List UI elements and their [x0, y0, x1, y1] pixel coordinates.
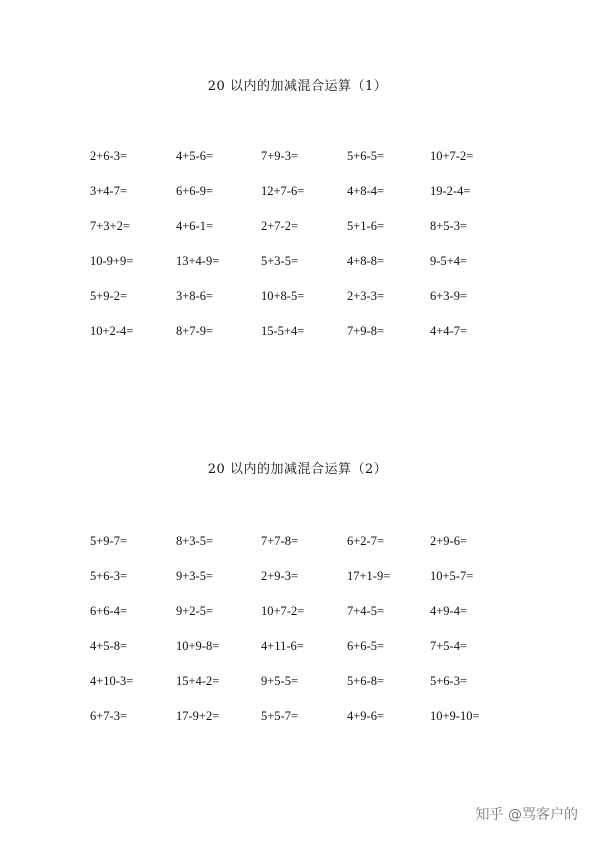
math-problem: 17-9+2=	[176, 709, 220, 723]
math-problem: 9+3-5=	[176, 569, 214, 583]
math-problem: 6+7-3=	[90, 709, 128, 723]
math-problem: 8+3-5=	[176, 534, 214, 548]
math-problem: 2+7-2=	[261, 219, 299, 233]
math-problem: 9+5-5=	[261, 674, 299, 688]
math-problem: 8+7-9=	[176, 324, 214, 338]
math-problem: 10+2-4=	[90, 324, 134, 338]
math-problem: 5+6-3=	[90, 569, 128, 583]
math-problem: 4+6-1=	[176, 219, 214, 233]
problem-row	[0, 253, 595, 269]
problem-row	[0, 568, 595, 584]
math-problem: 15-5+4=	[261, 324, 305, 338]
problem-row	[0, 603, 595, 619]
math-problem: 5+5-7=	[261, 709, 299, 723]
math-problem: 3+4-7=	[90, 184, 128, 198]
math-problem: 10+7-2=	[261, 604, 305, 618]
math-problem: 17+1-9=	[347, 569, 391, 583]
math-problem: 8+5-3=	[430, 219, 468, 233]
math-problem: 10+9-8=	[176, 639, 220, 653]
math-problem: 4+9-4=	[430, 604, 468, 618]
problem-row	[0, 218, 595, 234]
problem-row	[0, 288, 595, 304]
section-2-title: 20 以内的加减混合运算（2）	[207, 462, 388, 477]
math-problem: 2+9-3=	[261, 569, 299, 583]
math-problem: 9+2-5=	[176, 604, 214, 618]
math-problem: 10+8-5=	[261, 289, 305, 303]
math-problem: 10-9+9=	[90, 254, 134, 268]
math-problem: 4+9-6=	[347, 709, 385, 723]
math-problem: 10+9-10=	[430, 709, 480, 723]
problem-row	[0, 323, 595, 339]
math-problem: 5+6-3=	[430, 674, 468, 688]
math-problem: 19-2-4=	[430, 184, 471, 198]
section-1-title: 20 以内的加减混合运算（1）	[207, 79, 388, 94]
math-problem: 7+3+2=	[90, 219, 130, 233]
math-problem: 5+3-5=	[261, 254, 299, 268]
math-problem: 5+6-5=	[347, 149, 385, 163]
math-problem: 4+10-3=	[90, 674, 134, 688]
math-problem: 10+5-7=	[430, 569, 474, 583]
math-problem: 2+6-3=	[90, 149, 128, 163]
math-problem: 5+9-7=	[90, 534, 128, 548]
math-problem: 7+7-8=	[261, 534, 299, 548]
math-problem: 6+6-4=	[90, 604, 128, 618]
math-problem: 6+2-7=	[347, 534, 385, 548]
math-problem: 4+4-7=	[430, 324, 468, 338]
math-problem: 4+11-6=	[261, 639, 304, 653]
problem-row	[0, 708, 595, 724]
math-problem: 5+9-2=	[90, 289, 128, 303]
problem-row	[0, 638, 595, 654]
math-problem: 7+9-3=	[261, 149, 299, 163]
problem-row	[0, 148, 595, 164]
math-problem: 5+1-6=	[347, 219, 385, 233]
problem-row	[0, 183, 595, 199]
watermark-text: 知乎 @骂客户的	[475, 807, 578, 823]
math-problem: 12+7-6=	[261, 184, 305, 198]
math-problem: 10+7-2=	[430, 149, 474, 163]
math-problem: 7+5-4=	[430, 639, 468, 653]
math-problem: 9-5+4=	[430, 254, 468, 268]
math-problem: 15+4-2=	[176, 674, 220, 688]
math-problem: 4+8-4=	[347, 184, 385, 198]
math-problem: 4+5-8=	[90, 639, 128, 653]
math-problem: 6+3-9=	[430, 289, 468, 303]
math-problem: 2+9-6=	[430, 534, 468, 548]
problem-row	[0, 673, 595, 689]
math-problem: 2+3-3=	[347, 289, 385, 303]
math-problem: 6+6-5=	[347, 639, 385, 653]
math-problem: 3+8-6=	[176, 289, 214, 303]
math-problem: 7+9-8=	[347, 324, 385, 338]
math-problem: 4+5-6=	[176, 149, 214, 163]
math-problem: 6+6-9=	[176, 184, 214, 198]
math-problem: 7+4-5=	[347, 604, 385, 618]
math-problem: 4+8-8=	[347, 254, 385, 268]
math-problem: 13+4-9=	[176, 254, 220, 268]
problem-row	[0, 533, 595, 549]
math-problem: 5+6-8=	[347, 674, 385, 688]
